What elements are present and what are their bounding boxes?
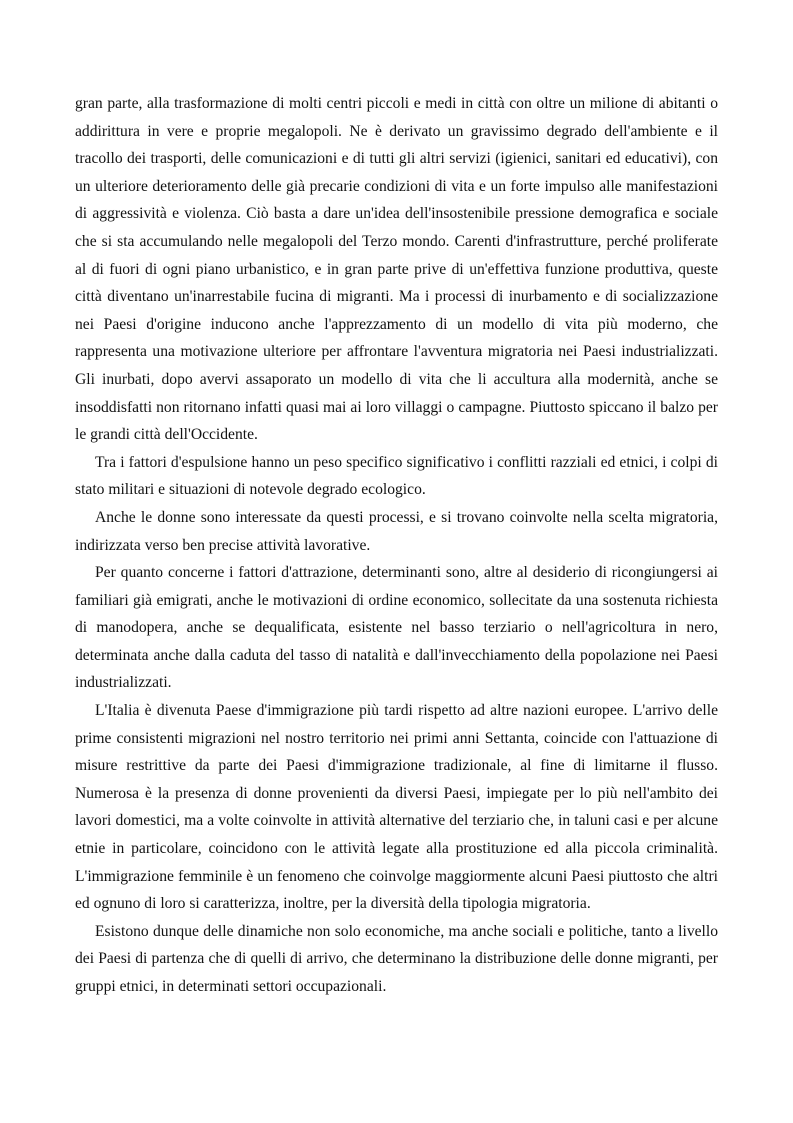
- paragraph-3: Anche le donne sono interessate da questi processi, e si trovano coinvolte nella scelta migratoria, indirizzata verso ben precise attività lavorative.: [75, 508, 718, 554]
- paragraph-5: L'Italia è divenuta Paese d'immigrazione più tardi rispetto ad altre nazioni europee. L'arrivo delle prime consistenti migrazioni nel nostro territorio nei primi anni Settanta, coincide con l'attuazione di misure restrittive da parte dei Paesi d'immigrazione tradizionale, al fine di limitarne il flusso. Numerosa è la presenza di donne provenienti da diversi Paesi, impiegate per lo più nell'ambito dei lavori domestici, ma a volte coinvolte in attività alternative del terziario che, in taluni casi e per alcune etnie in particolare, coincidono con le attività legate alla prostituzione ed alla piccola criminalità. L'immigrazione femminile è un fenomeno che coinvolge maggiormente alcuni Paesi piuttosto che altri ed ognuno di loro si caratterizza, inoltre, per la diversità della tipologia migratoria.: [75, 702, 718, 913]
- paragraph-1: gran parte, alla trasformazione di molti centri piccoli e medi in città con oltre un milione di abitanti o addirittura in vere e proprie megalopoli. Ne è derivato un gravissimo degrado dell'ambiente e il tracollo dei trasporti, delle comunicazioni e di tutti gli altri servizi (igienici, sanitari ed educativi), con un ulteriore deterioramento delle già precarie condizioni di vita e un forte impulso alle manifestazioni di aggressività e violenza. Ciò basta a dare un'idea dell'insostenibile pressione demografica e sociale che si sta accumulando nelle megalopoli del Terzo mondo. Carenti d'infrastrutture, perché proliferate al di fuori di ogni piano urbanistico, e in gran parte prive di un'effettiva funzione produttiva, queste città diventano un'inarrestabile fucina di migranti. Ma i processi di inurbamento e di socializzazione nei Paesi d'origine inducono anche l'apprezzamento di un modello di vita più moderno, che rappresenta una motivazione ulteriore per affrontare l'avventura migratoria nei Paesi industrializzati. Gli inurbati, dopo avervi assaporato un modello di vita che li accultura alla modernità, anche se insoddisfatti non ritornano infatti quasi mai ai loro villaggi o campagne. Piuttosto spiccano il balzo per le grandi città dell'Occidente.: [75, 95, 718, 444]
- paragraph-4: Per quanto concerne i fattori d'attrazione, determinanti sono, altre al desiderio di ricongiungersi ai familiari già emigrati, anche le motivazioni di ordine economico, sollecitate da una sostenuta richiesta di manodopera, anche se dequalificata, esistente nel basso terziario o nell'agricoltura in nero, determinata anche dalla caduta del tasso di natalità e dall'invecchiamento della popolazione nei Paesi industrializzati.: [75, 564, 718, 692]
- paragraph-6: Esistono dunque delle dinamiche non solo economiche, ma anche sociali e politiche, tanto a livello dei Paesi di partenza che di quelli di arrivo, che determinano la distribuzione delle donne migranti, per gruppi etnici, in determinati settori occupazionali.: [75, 922, 718, 995]
- paragraph-2: Tra i fattori d'espulsione hanno un peso specifico significativo i conflitti razziali ed etnici, i colpi di stato militari e situazioni di notevole degrado ecologico.: [75, 453, 718, 499]
- document-page: [75, 90, 718, 1001]
